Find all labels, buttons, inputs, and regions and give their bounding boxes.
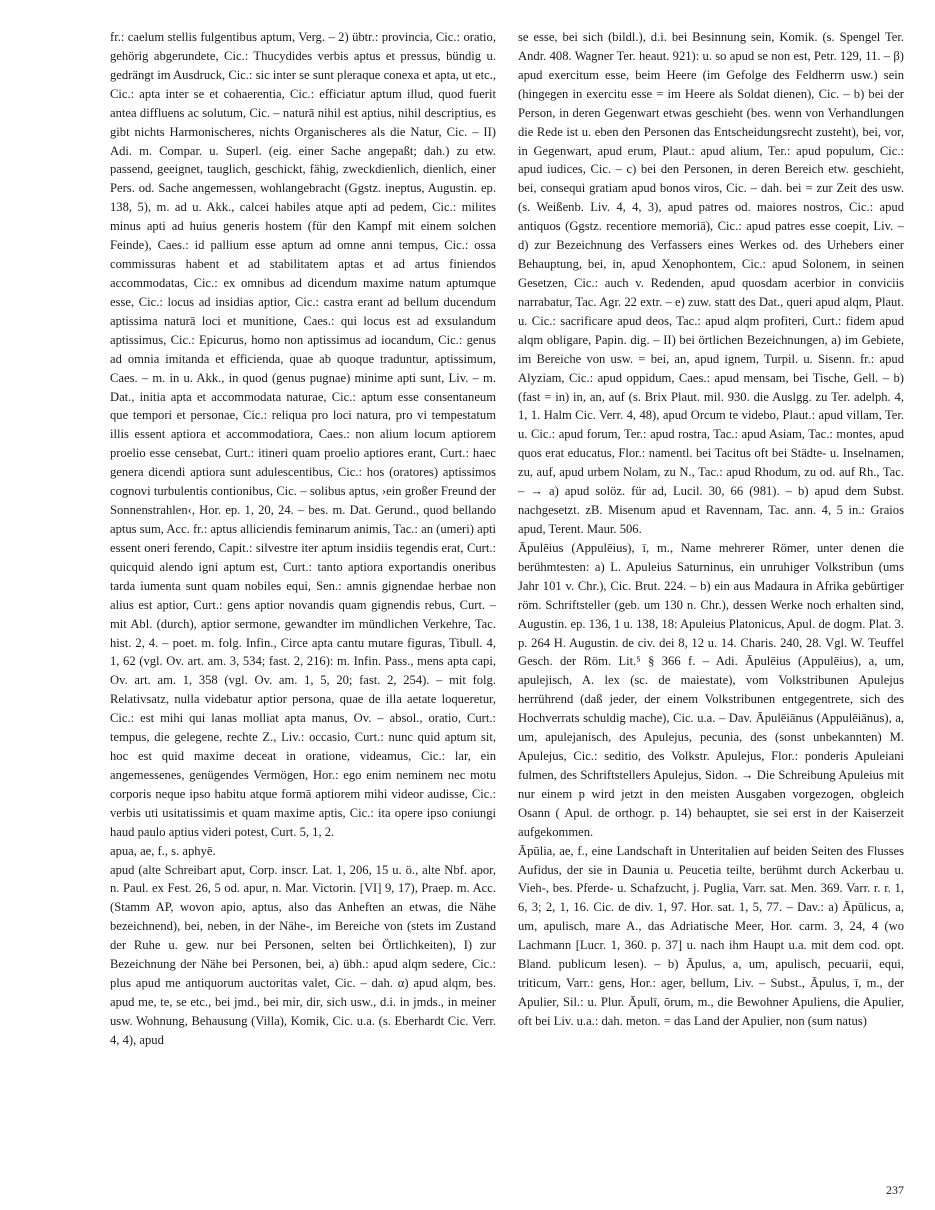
entry-apud: apud (alte Schreibart aput, Corp. inscr. Lat. 1, 206, 15 u. ö., alte Nbf. apor, n. Paul. ex Fest. 26, 5 od. apur, n. Mar. Victorin. [VI] 9, 17), Praep. m. Acc. (Stamm AP, wovon apio, aptus, also das Anheften an etwas, die Nähe bezeichnend), bei, neben, in der Nähe-, im Bereiche von (stets im Zustand der Ruhe u. gew. nur bei Personen, selten bei Örtlichkeiten), I) zur Bezeichnung der Nähe bei Personen, bei, a) übh.: apud alqm sedere, Cic.: plus apud me antiquorum auctoritas valet, Cic. – dah. α) apud alqm, bes. apud me, te, se etc., bei jmd., bei mir, dir, sich usw., d.i. in jmds., in meiner usw. Wohnung, Behausung (Villa), Komik, Cic. u.a. (s. Eberhardt Cic. Verr. 4, 4), apud xyxy=(110,862,496,1047)
right-column xyxy=(518,28,904,1031)
entry-apuleius: Āpulēius (Appulēius), ī, m., Name mehrerer Römer, unter denen die berühmtesten: a) L. Apuleius Saturninus, ein unruhiger Volkstribun (ums Jahr 101 v. Chr.), Cic. Brut. 224. – b) ein aus Madaura in Afrika gebürtiger röm. Schriftsteller (geb. um 130 n. Chr.), dessen Werke noch erhalten sind, Augustin. ep. 136, 1 u. 138, 18: Apuleius Platonicus, Apul. de dogm. Plat. 3. p. 264 H. Augustin. de civ. dei 8, 12 u. 14. Charis. 240, 28. Vgl. W. Teuffel Gesch. der Röm. Lit.⁵ § 366 f. – Adi. Āpulēius (Appulēius), a, um, apulejisch, A. lex (sc. de maiestate), vom Volkstribunen Apulejus herrührend (daß jeder, der einem Volkstribunen entgegentrete, sich des Hochverrats schuldig mache), Cic. u.a. – Dav. Āpulēiānus (Appulēiānus), a, um, apulejanisch, des Apulejus, pecunia, des (sonst unbekannten) M. Apulejus, Cic.: seditio, des Volkstr. Apulejus, Flor.: ponderis Apuleiani fulmen, des Schriftstellers Apulejus, Sidon. → Die Schreibung Apuleius mit nur einem p wird jetzt in den meisten Ausgaben vorgezogen, obgleich Osann ( Apul. de orthogr. p. 14) behauptet, sie sei erst in der Kaiserzeit aufgekommen. xyxy=(518,540,904,839)
entry-aptus-continuation: fr.: caelum stellis fulgentibus aptum, Verg. – 2) übtr.: provincia, Cic.: oratio, gehörig abgerundete, Cic.: Thucydides verbis aptus et pressus, bündig u. gedrängt im Ausdruck, Cic.: sic inter se sunt pleraque conexa et apta, ut etc., Cic.: apta inter se et cohaerentia, Cic.: efficiatur aptum illud, quod fuerit antea diffluens ac solutum, Cic. – naturā nihil est aptius, nihil descriptius, es gibt nichts Harmonischeres, nichts Organischeres als die Natur, Cic. – II) Adi. m. Compar. u. Superl. (eig. einer Sache angepaßt; dah.) zu etw. passend, geeignet, tauglich, geschickt, fähig, zweckdienlich, dienlich, einer Pers. od. Sache angemessen, wohlangebracht (Ggstz. ineptus, Augustin. ep. 138, 5), m. ad u. Akk., calcei habiles atque apti ad pedem, Cic.: milites minus apti ad huius generis hostem (für den Kampf mit einem solchen Feinde), Caes.: id pallium esse aptum ad omne anni tempus, Cic.: ossa commissuras habent et ad stabilitatem aptas et ad artus finiendos accommodatas, Cic.: ex omnibus ad dicendum maxime natum aptumque esse, Cic.: locus ad insidias aptior, Cic.: castra erant ad bellum ducendum aptissima naturā loci et munitione, Caes.: qui locus est ad exsulandum aptissimus, Cic.: Epicurus, homo non aptissimus ad iocandum, Cic.: genus ad omnia imitanda et efficienda, quae ab quoque traduntur, aptissimum, Caes. – m. in u. Akk., in quod (genus pugnae) minime apti sunt, Liv. – m. Dat., initia apta et accommodata naturae, Cic.: aptum esse consentaneum que tempori et personae, Cic.: reliqua pro loci natura, pro vi tempestatum illis essent aptiora et accommodatiora, Caes.: non alium locum aptiorem proelio esse censebat, Curt.: itineri quam proelio aptiores erant, Curt.: haec genera dicendi aptiora sunt adulescentibus, Cic.: hos (oratores) aptissimos cognovi turbulentis contionibus, Cic. – solibus aptus, ›ein großer Freund der Sonnenstrahlen‹, Hor. ep. 1, 20, 24. – bes. m. Dat. Gerund., quod bellando aptus sum, Acc. fr.: aptus alliciendis feminarum animis, Tac.: an (umeri) apti essent oneri ferendo, Capit.: silvestre iter aptum insidiis tegendis erat, Curt.: quicquid alendo igni aptum est, Curt.: tanto aptiora exportandis oneribus tarda iumenta sunt quam nobiles equi, Sen.: amnis gignendae herbae non alius est aptior, Curt.: gens aptior novandis quam gignendis rebus, Curt. – mit Abl. (durch), aptior sermone, gewandter im mündlichen Verkehre, Tac. hist. 2, 4. – poet. m. folg. Infin., Circe apta cantu mutare figuras, Tibull. 4, 1, 62 (vgl. Ov. art. am. 3, 534; fast. 2, 216): m. Infin. Pass., mens apta capi, Ov. art. am. 1, 358 (vgl. Ov. am. 1, 5, 20; fast. 2, 254). – mit folg. Relativsatz, nulla videbatur aptior persona, quae de illa aetate loqueretur, Cic.: est mihi qui lanas molliat apta manus, Ov. – absol., oratio, Curt.: tempus, die gelegene, rechte Z., Liv.: occasio, Curt.: nunc quid aptum sit, hoc est quid maxime deceat in oratione, videamus, Cic.: lar, ein angemessenes, genügendes Vermögen, Hor.: ego enim neminem nec motu corporis neque ipso habitu atque formā aptiorem mihi videor audisse, Cic.: verbis uti usitatissimis et quam maxime aptis, Cic.: ita opere ipso coniungi haud paulo aptius videri potest, Curt. 5, 1, 2. xyxy=(110,30,496,839)
entry-apud-continuation: se esse, bei sich (bildl.), d.i. bei Besinnung sein, Komik. (s. Spengel Ter. Andr. 408. Wagner Ter. heaut. 921): u. so apud se non est, Petr. 129, 11. – β) apud exercitum esse, beim Heere (im Gefolge des Feldherrn usw.) sein (hingegen in exercitu esse = im Heere als Soldat dienen), Cic. – b) bei der Person, in deren Gegenwart etwas geschieht (bes. wenn von Verhandlungen die Rede ist u. eben den Personen das Entscheidungsrecht zusteht), bei, vor, in Gegenwart, apud erum, Plaut.: apud alium, Ter.: apud populum, Cic.: apud iudices, Cic. – c) bei den Personen, in deren Bereich etw. geschieht, bei, consequi gratiam apud bonos viros, Cic. – dah. bei = zur Zeit des usw. (s. Weißenb. Liv. 4, 4, 3), apud patres od. maiores nostros, Cic.: apud antiquos (Ggstz. recentiore memoriā), Cic.: apud patres esse coepit, Liv. – d) zur Bezeichnung des Verfassers eines Werkes od. des Urhebers einer Behauptung, bei, in, apud Xenophontem, Cic.: apud Solonem, in seinen Gesetzen, Cic.: auch v. Redenden, apud quosdam acerbior in conviciis narrabatur, Tac. Agr. 22 extr. – e) zuw. statt des Dat., queri apud alqm, Plaut. u. Cic.: sacrificare apud deos, Tac.: apud alqm profiteri, Curt.: fidem apud alqm obligare, Papin. dig. – II) bei örtlichen Bezeichnungen, a) im Gebiete, im Bereiche von usw. = bei, an, apud ignem, Turpil. u. Sisenn. fr.: apud Alyziam, Cic.: apud oppidum, Caes.: apud mensam, bei Tische, Gell. – b) (fast = in) in, an, auf (s. Brix Plaut. mil. 930. die Auslgg. zu Ter. adelph. 4, 1, 1. Halm Cic. Verr. 4, 48), apud Orcum te videbo, Plaut.: apud villam, Ter. u. Cic.: apud forum, Ter.: apud rostra, Tac.: apud Asiam, Tac.: montes, apud quos erat educatus, Flor.: namentl. bei Tacitus oft bei Städte- u. Inselnamen, zu, auf, apud urbem Nolam, zu N., Tac.: apud Rhodum, zu od. auf Rh., Tac. – → a) apud solöz. für ad, Lucil. 30, 66 (981). – b) apud dem Subst. nachgesetzt. zB. Misenum apud et Ravennam, Tac. ann. 4, 5 in.: Graios apud, Terent. Maur. 506. xyxy=(518,30,904,536)
entry-apua: apua, ae, f., s. aphyē. xyxy=(110,843,216,858)
entry-apulia: Āpūlia, ae, f., eine Landschaft in Unteritalien auf beiden Seiten des Flusses Aufidus, der sie in Daunia u. Peucetia teilte, berühmt durch Ackerbau u. Vieh-, bes. Pferde- u. Schafzucht, j. Puglia, Varr. sat. Men. 369. Varr. r. r. 1, 6, 3; 2, 1, 16. Cic. de div. 1, 97. Hor. sat. 1, 5, 77. – Dav.: a) Āpūlicus, a, um, apulisch, mare A., das Adriatische Meer, Hor. carm. 3, 24, 4 (wo Lachmann [Lucr. 1, 360. p. 37] u. nach ihm Haupt u.a. mit dem cod. opt. Bland. publicum lesen). – b) Āpulus, a, um, apulisch, pecuarii, equi, triticum, Varr.: gens, Hor.: ager, bellum, Liv. – Subst., Āpulus, ī, m., der Apulier, Sil.: u. Plur. Āpulī, ōrum, m., die Bewohner Apuliens, die Apulier, oft bei Liv. u.a.: dah. meton. = das Land der Apulier, non (sum natus) xyxy=(518,843,904,1028)
page-number: 237 xyxy=(886,1183,904,1197)
left-column xyxy=(110,28,496,1050)
